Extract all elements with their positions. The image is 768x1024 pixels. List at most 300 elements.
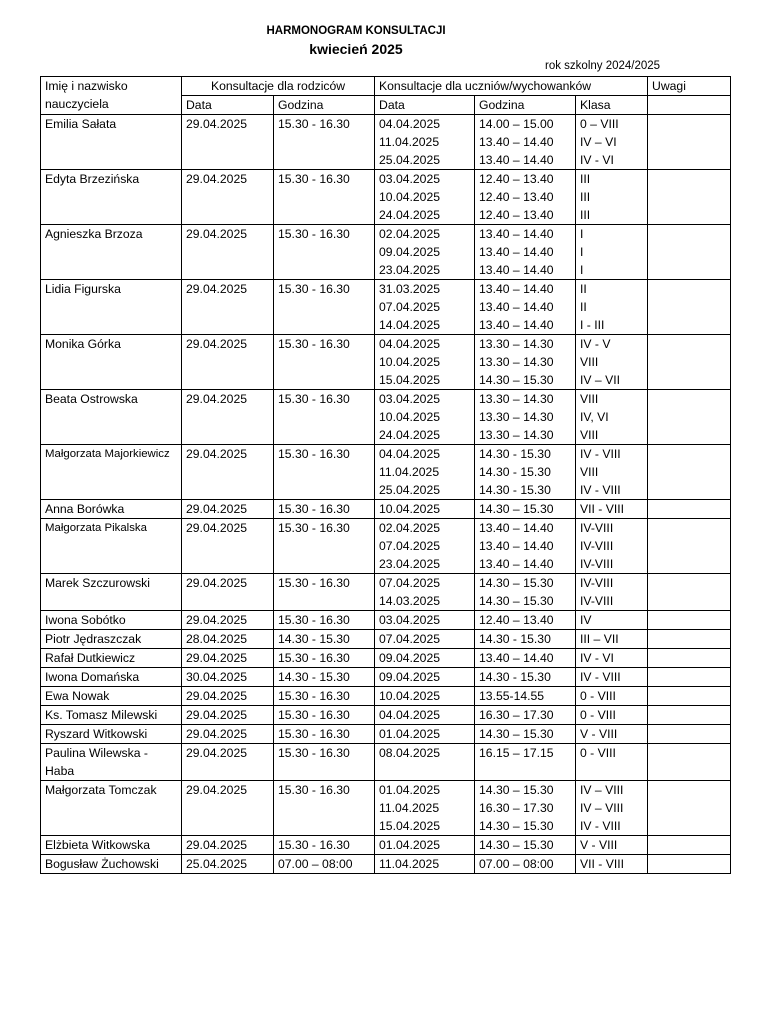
class-range: 0 – VIII: [580, 117, 619, 131]
student-consult-date-cell: [375, 500, 475, 519]
student-consult-hour-cell: [475, 445, 576, 500]
student-consult-date: 14.04.2025: [379, 318, 441, 332]
teacher-column-header: Imię i nazwisko nauczyciela: [41, 77, 182, 115]
class-range: VIII: [580, 465, 599, 479]
parent-consult-date: 29.04.2025: [182, 445, 274, 500]
student-consult-date: 10.04.2025: [379, 410, 441, 424]
parent-consult-hour: 15.30 - 16.30: [274, 611, 375, 630]
parent-consult-date: 29.04.2025: [182, 115, 274, 170]
class-range: IV - V: [580, 337, 611, 351]
teacher-name: Ryszard Witkowski: [41, 725, 182, 744]
parent-consult-hour: 15.30 - 16.30: [274, 687, 375, 706]
class-range-cell: [576, 668, 648, 687]
students-hour-header: Godzina: [475, 96, 576, 115]
student-consult-hour: 13.40 – 14.40: [479, 153, 554, 167]
student-consult-date: 01.04.2025: [379, 727, 441, 741]
class-range: IV - VIII: [580, 447, 621, 461]
class-range: I: [580, 245, 584, 259]
parent-consult-date: 29.04.2025: [182, 836, 274, 855]
class-range-cell: [576, 836, 648, 855]
student-consult-date: 02.04.2025: [379, 227, 441, 241]
class-range: IV-VIII: [580, 594, 614, 608]
student-consult-date-cell: [375, 630, 475, 649]
class-range: IV - VIII: [580, 670, 621, 684]
student-consult-hour: 12.40 – 13.40: [479, 613, 554, 627]
parent-consult-hour: 14.30 - 15.30: [274, 630, 375, 649]
notes-cell: [648, 170, 731, 225]
class-range: V - VIII: [580, 838, 618, 852]
parent-consult-hour: 15.30 - 16.30: [274, 744, 375, 781]
class-range: IV - VI: [580, 153, 614, 167]
notes-cell: [648, 855, 731, 874]
student-consult-date-cell: [375, 519, 475, 574]
student-consult-hour: 13.30 – 14.30: [479, 392, 554, 406]
parent-consult-hour: 15.30 - 16.30: [274, 649, 375, 668]
parent-consult-date: 29.04.2025: [182, 225, 274, 280]
class-range: 0 - VIII: [580, 708, 616, 722]
student-consult-hour-cell: [475, 836, 576, 855]
student-consult-date: 07.04.2025: [379, 576, 441, 590]
notes-cell: [648, 390, 731, 445]
parent-consult-date: 29.04.2025: [182, 706, 274, 725]
notes-cell: [648, 335, 731, 390]
student-consult-hour: 13.30 – 14.30: [479, 428, 554, 442]
table-row: [41, 855, 731, 874]
table-row: [41, 519, 731, 574]
notes-cell: [648, 611, 731, 630]
student-consult-date: 04.04.2025: [379, 708, 441, 722]
class-range-cell: [576, 225, 648, 280]
document-title: HARMONOGRAM KONSULTACJI: [266, 25, 446, 37]
student-consult-hour: 12.40 – 13.40: [479, 172, 554, 186]
student-consult-date-cell: [375, 335, 475, 390]
table-row: [41, 170, 731, 225]
class-range: 0 - VIII: [580, 689, 616, 703]
notes-cell: [648, 445, 731, 500]
student-consult-hour-cell: [475, 668, 576, 687]
student-consult-date: 07.04.2025: [379, 539, 441, 553]
student-consult-hour: 13.40 – 14.40: [479, 300, 554, 314]
notes-cell: [648, 781, 731, 836]
class-range: VII - VIII: [580, 857, 625, 871]
parents-date-header: Data: [182, 96, 274, 115]
class-range: IV-VIII: [580, 557, 614, 571]
class-range: IV – VI: [580, 135, 617, 149]
notes-cell: [648, 725, 731, 744]
teacher-name: Małgorzata Majorkiewicz: [41, 445, 182, 500]
student-consult-date: 04.04.2025: [379, 447, 441, 461]
student-consult-date: 03.04.2025: [379, 613, 441, 627]
parents-hour-header: Godzina: [274, 96, 375, 115]
student-consult-date: 23.04.2025: [379, 263, 441, 277]
table-row: [41, 725, 731, 744]
table-row: [41, 115, 731, 170]
class-range: IV – VIII: [580, 783, 624, 797]
class-range-cell: [576, 855, 648, 874]
notes-cell: [648, 574, 731, 611]
parents-group-header: Konsultacje dla rodziców: [182, 77, 375, 96]
class-range: II: [580, 282, 587, 296]
student-consult-date-cell: [375, 836, 475, 855]
student-consult-hour: 13.40 – 14.40: [479, 245, 554, 259]
table-row: [41, 630, 731, 649]
teacher-name: Monika Górka: [41, 335, 182, 390]
student-consult-date: 31.03.2025: [379, 282, 441, 296]
class-range-cell: [576, 170, 648, 225]
student-consult-date: 25.04.2025: [379, 153, 441, 167]
parent-consult-hour: 15.30 - 16.30: [274, 836, 375, 855]
class-range-cell: [576, 115, 648, 170]
student-consult-hour: 13.40 – 14.40: [479, 557, 554, 571]
table-row: [41, 500, 731, 519]
student-consult-date: 03.04.2025: [379, 392, 441, 406]
teacher-name: Agnieszka Brzoza: [41, 225, 182, 280]
student-consult-hour: 13.55-14.55: [479, 689, 545, 703]
student-consult-hour-cell: [475, 574, 576, 611]
students-group-header: Konsultacje dla uczniów/wychowanków: [375, 77, 648, 96]
parent-consult-hour: 15.30 - 16.30: [274, 115, 375, 170]
student-consult-date-cell: [375, 280, 475, 335]
parent-consult-date: 29.04.2025: [182, 725, 274, 744]
class-range: VIII: [580, 428, 599, 442]
student-consult-hour-cell: [475, 170, 576, 225]
class-range-cell: [576, 781, 648, 836]
parent-consult-hour: 15.30 - 16.30: [274, 335, 375, 390]
teacher-name: Beata Ostrowska: [41, 390, 182, 445]
class-range: IV, VI: [580, 410, 609, 424]
teacher-name: Bogusław Żuchowski: [41, 855, 182, 874]
class-range: IV - VIII: [580, 819, 621, 833]
student-consult-date: 24.04.2025: [379, 208, 441, 222]
parent-consult-date: 28.04.2025: [182, 630, 274, 649]
document-month: kwiecień 2025: [309, 41, 403, 57]
student-consult-hour: 14.30 – 15.30: [479, 838, 554, 852]
teacher-name: Edyta Brzezińska: [41, 170, 182, 225]
class-range: III: [580, 172, 591, 186]
student-consult-hour-cell: [475, 706, 576, 725]
student-consult-date: 03.04.2025: [379, 172, 441, 186]
student-consult-hour: 14.30 – 15.30: [479, 502, 554, 516]
student-consult-hour: 14.30 - 15.30: [479, 670, 551, 684]
student-consult-date-cell: [375, 225, 475, 280]
student-consult-hour-cell: [475, 335, 576, 390]
parent-consult-date: 29.04.2025: [182, 335, 274, 390]
parent-consult-date: 29.04.2025: [182, 649, 274, 668]
student-consult-date: 09.04.2025: [379, 651, 441, 665]
student-consult-date-cell: [375, 668, 475, 687]
student-consult-date-cell: [375, 725, 475, 744]
student-consult-hour: 13.30 – 14.30: [479, 337, 554, 351]
table-row: [41, 781, 731, 836]
parent-consult-date: 29.04.2025: [182, 280, 274, 335]
student-consult-hour: 16.30 – 17.30: [479, 708, 554, 722]
student-consult-hour: 14.00 – 15.00: [479, 117, 554, 131]
student-consult-hour-cell: [475, 611, 576, 630]
student-consult-hour: 13.30 – 14.30: [479, 410, 554, 424]
class-range: I: [580, 227, 584, 241]
table-row: [41, 836, 731, 855]
student-consult-date-cell: [375, 390, 475, 445]
table-row: [41, 390, 731, 445]
student-consult-date: 09.04.2025: [379, 670, 441, 684]
class-range: VIII: [580, 392, 599, 406]
student-consult-date: 10.04.2025: [379, 502, 441, 516]
student-consult-date: 11.04.2025: [379, 465, 440, 479]
parent-consult-date: 29.04.2025: [182, 744, 274, 781]
student-consult-hour-cell: [475, 630, 576, 649]
school-year: rok szkolny 2024/2025: [545, 60, 661, 72]
student-consult-date-cell: [375, 855, 475, 874]
parent-consult-date: 29.04.2025: [182, 500, 274, 519]
notes-cell: [648, 649, 731, 668]
student-consult-date-cell: [375, 611, 475, 630]
table-row: [41, 744, 731, 781]
student-consult-date: 24.04.2025: [379, 428, 441, 442]
class-range-cell: [576, 519, 648, 574]
teacher-name: Marek Szczurowski: [41, 574, 182, 611]
teacher-name: Ewa Nowak: [41, 687, 182, 706]
student-consult-hour: 13.40 – 14.40: [479, 227, 554, 241]
header-row-1: [41, 77, 731, 96]
parent-consult-hour: 14.30 - 15.30: [274, 668, 375, 687]
student-consult-hour: 14.30 – 15.30: [479, 373, 554, 387]
parent-consult-date: 25.04.2025: [182, 855, 274, 874]
notes-header-blank: [648, 96, 731, 115]
student-consult-hour: 14.30 - 15.30: [479, 483, 551, 497]
class-range: IV-VIII: [580, 576, 614, 590]
schedule-table: [40, 76, 731, 874]
class-range: IV – VIII: [580, 801, 624, 815]
student-consult-hour: 13.30 – 14.30: [479, 355, 554, 369]
student-consult-hour-cell: [475, 855, 576, 874]
teacher-name: Rafał Dutkiewicz: [41, 649, 182, 668]
student-consult-hour: 13.40 – 14.40: [479, 318, 554, 332]
student-consult-date: 07.04.2025: [379, 300, 441, 314]
class-range: IV - VI: [580, 651, 614, 665]
student-consult-hour: 14.30 - 15.30: [479, 632, 551, 646]
class-range: IV-VIII: [580, 521, 614, 535]
student-consult-hour: 14.30 – 15.30: [479, 594, 554, 608]
class-range-cell: [576, 706, 648, 725]
student-consult-hour-cell: [475, 649, 576, 668]
student-consult-hour: 14.30 - 15.30: [479, 447, 551, 461]
student-consult-date: 07.04.2025: [379, 632, 441, 646]
notes-cell: [648, 280, 731, 335]
table-row: [41, 706, 731, 725]
student-consult-hour: 12.40 – 13.40: [479, 208, 554, 222]
student-consult-date: 11.04.2025: [379, 135, 440, 149]
class-range-cell: [576, 687, 648, 706]
teacher-name: Piotr Jędraszczak: [41, 630, 182, 649]
class-range: V - VIII: [580, 727, 618, 741]
parent-consult-date: 29.04.2025: [182, 519, 274, 574]
student-consult-date: 11.04.2025: [379, 801, 440, 815]
table-row: [41, 611, 731, 630]
class-range: III: [580, 208, 591, 222]
teacher-name: Iwona Domańska: [41, 668, 182, 687]
parent-consult-date: 30.04.2025: [182, 668, 274, 687]
table-row: [41, 225, 731, 280]
parent-consult-hour: 15.30 - 16.30: [274, 574, 375, 611]
student-consult-date: 15.04.2025: [379, 373, 441, 387]
teacher-name: Paulina Wilewska - Haba: [41, 744, 182, 781]
student-consult-date-cell: [375, 706, 475, 725]
student-consult-hour-cell: [475, 390, 576, 445]
student-consult-date-cell: [375, 649, 475, 668]
student-consult-hour: 16.30 – 17.30: [479, 801, 554, 815]
student-consult-hour: 13.40 – 14.40: [479, 651, 554, 665]
parent-consult-hour: 15.30 - 16.30: [274, 706, 375, 725]
student-consult-date-cell: [375, 744, 475, 781]
parent-consult-hour: 07.00 – 08:00: [274, 855, 375, 874]
parent-consult-hour: 15.30 - 16.30: [274, 170, 375, 225]
teacher-name: Lidia Figurska: [41, 280, 182, 335]
parent-consult-date: 29.04.2025: [182, 687, 274, 706]
student-consult-date: 25.04.2025: [379, 483, 441, 497]
student-consult-date-cell: [375, 574, 475, 611]
student-consult-hour: 14.30 – 15.30: [479, 819, 554, 833]
student-consult-hour-cell: [475, 744, 576, 781]
parent-consult-date: 29.04.2025: [182, 781, 274, 836]
student-consult-hour: 14.30 – 15.30: [479, 727, 554, 741]
class-range-cell: [576, 649, 648, 668]
class-range: III: [580, 190, 591, 204]
notes-cell: [648, 519, 731, 574]
parent-consult-hour: 15.30 - 16.30: [274, 781, 375, 836]
class-range-cell: [576, 500, 648, 519]
teacher-name: Ks. Tomasz Milewski: [41, 706, 182, 725]
student-consult-hour: 13.40 – 14.40: [479, 521, 554, 535]
parent-consult-hour: 15.30 - 16.30: [274, 390, 375, 445]
parent-consult-hour: 15.30 - 16.30: [274, 500, 375, 519]
student-consult-date-cell: [375, 445, 475, 500]
parent-consult-date: 29.04.2025: [182, 390, 274, 445]
class-range-cell: [576, 335, 648, 390]
notes-cell: [648, 225, 731, 280]
table-row: [41, 649, 731, 668]
notes-cell: [648, 668, 731, 687]
class-range-cell: [576, 574, 648, 611]
class-range: IV: [580, 613, 592, 627]
teacher-name: Emilia Sałata: [41, 115, 182, 170]
notes-cell: [648, 500, 731, 519]
student-consult-hour-cell: [475, 225, 576, 280]
class-range: VII - VIII: [580, 502, 625, 516]
parent-consult-date: 29.04.2025: [182, 611, 274, 630]
parent-consult-hour: 15.30 - 16.30: [274, 519, 375, 574]
teacher-name: Iwona Sobótko: [41, 611, 182, 630]
student-consult-hour: 14.30 – 15.30: [479, 783, 554, 797]
student-consult-hour: 13.40 – 14.40: [479, 282, 554, 296]
student-consult-date: 10.04.2025: [379, 355, 441, 369]
student-consult-hour-cell: [475, 519, 576, 574]
student-consult-date: 01.04.2025: [379, 783, 441, 797]
student-consult-hour: 14.30 - 15.30: [479, 465, 551, 479]
student-consult-hour-cell: [475, 115, 576, 170]
students-date-header: Data: [375, 96, 475, 115]
table-row: [41, 445, 731, 500]
class-range-cell: [576, 445, 648, 500]
student-consult-hour: 16.15 – 17.15: [479, 746, 554, 760]
notes-cell: [648, 744, 731, 781]
notes-cell: [648, 687, 731, 706]
student-consult-date: 11.04.2025: [379, 857, 440, 871]
class-range: III – VII: [580, 632, 619, 646]
student-consult-date-cell: [375, 170, 475, 225]
class-range: 0 - VIII: [580, 746, 616, 760]
student-consult-date: 08.04.2025: [379, 746, 441, 760]
class-header: Klasa: [576, 96, 648, 115]
notes-cell: [648, 630, 731, 649]
class-range-cell: [576, 280, 648, 335]
class-range-cell: [576, 390, 648, 445]
notes-cell: [648, 706, 731, 725]
student-consult-hour: 07.00 – 08:00: [479, 857, 554, 871]
student-consult-date: 02.04.2025: [379, 521, 441, 535]
student-consult-date: 01.04.2025: [379, 838, 441, 852]
parent-consult-hour: 15.30 - 16.30: [274, 280, 375, 335]
teacher-name: Elżbieta Witkowska: [41, 836, 182, 855]
class-range: I: [580, 263, 584, 277]
student-consult-date-cell: [375, 687, 475, 706]
student-consult-date-cell: [375, 115, 475, 170]
student-consult-hour: 12.40 – 13.40: [479, 190, 554, 204]
student-consult-date: 04.04.2025: [379, 337, 441, 351]
class-range-cell: [576, 630, 648, 649]
class-range: IV - VIII: [580, 483, 621, 497]
teacher-name: Anna Borówka: [41, 500, 182, 519]
student-consult-date: 09.04.2025: [379, 245, 441, 259]
student-consult-date: 10.04.2025: [379, 689, 441, 703]
notes-cell: [648, 115, 731, 170]
parent-consult-hour: 15.30 - 16.30: [274, 445, 375, 500]
table-row: [41, 668, 731, 687]
class-range-cell: [576, 744, 648, 781]
student-consult-hour: 14.30 – 15.30: [479, 576, 554, 590]
student-consult-date-cell: [375, 781, 475, 836]
table-row: [41, 280, 731, 335]
parent-consult-hour: 15.30 - 16.30: [274, 725, 375, 744]
student-consult-hour-cell: [475, 280, 576, 335]
student-consult-hour: 13.40 – 14.40: [479, 263, 554, 277]
student-consult-hour: 13.40 – 14.40: [479, 539, 554, 553]
student-consult-hour-cell: [475, 725, 576, 744]
class-range: II: [580, 300, 587, 314]
table-row: [41, 687, 731, 706]
class-range-cell: [576, 725, 648, 744]
student-consult-date: 04.04.2025: [379, 117, 441, 131]
student-consult-date: 14.03.2025: [379, 594, 441, 608]
student-consult-hour-cell: [475, 500, 576, 519]
teacher-name: Małgorzata Tomczak: [41, 781, 182, 836]
parent-consult-hour: 15.30 - 16.30: [274, 225, 375, 280]
notes-column-header: Uwagi: [648, 77, 731, 96]
student-consult-hour: 13.40 – 14.40: [479, 135, 554, 149]
student-consult-hour-cell: [475, 781, 576, 836]
class-range: VIII: [580, 355, 599, 369]
parent-consult-date: 29.04.2025: [182, 170, 274, 225]
class-range: IV – VII: [580, 373, 620, 387]
table-row: [41, 335, 731, 390]
student-consult-hour-cell: [475, 687, 576, 706]
table-row: [41, 574, 731, 611]
student-consult-date: 15.04.2025: [379, 819, 441, 833]
notes-cell: [648, 836, 731, 855]
class-range: I - III: [580, 318, 605, 332]
teacher-name: Małgorzata Pikalska: [41, 519, 182, 574]
class-range-cell: [576, 611, 648, 630]
parent-consult-date: 29.04.2025: [182, 574, 274, 611]
